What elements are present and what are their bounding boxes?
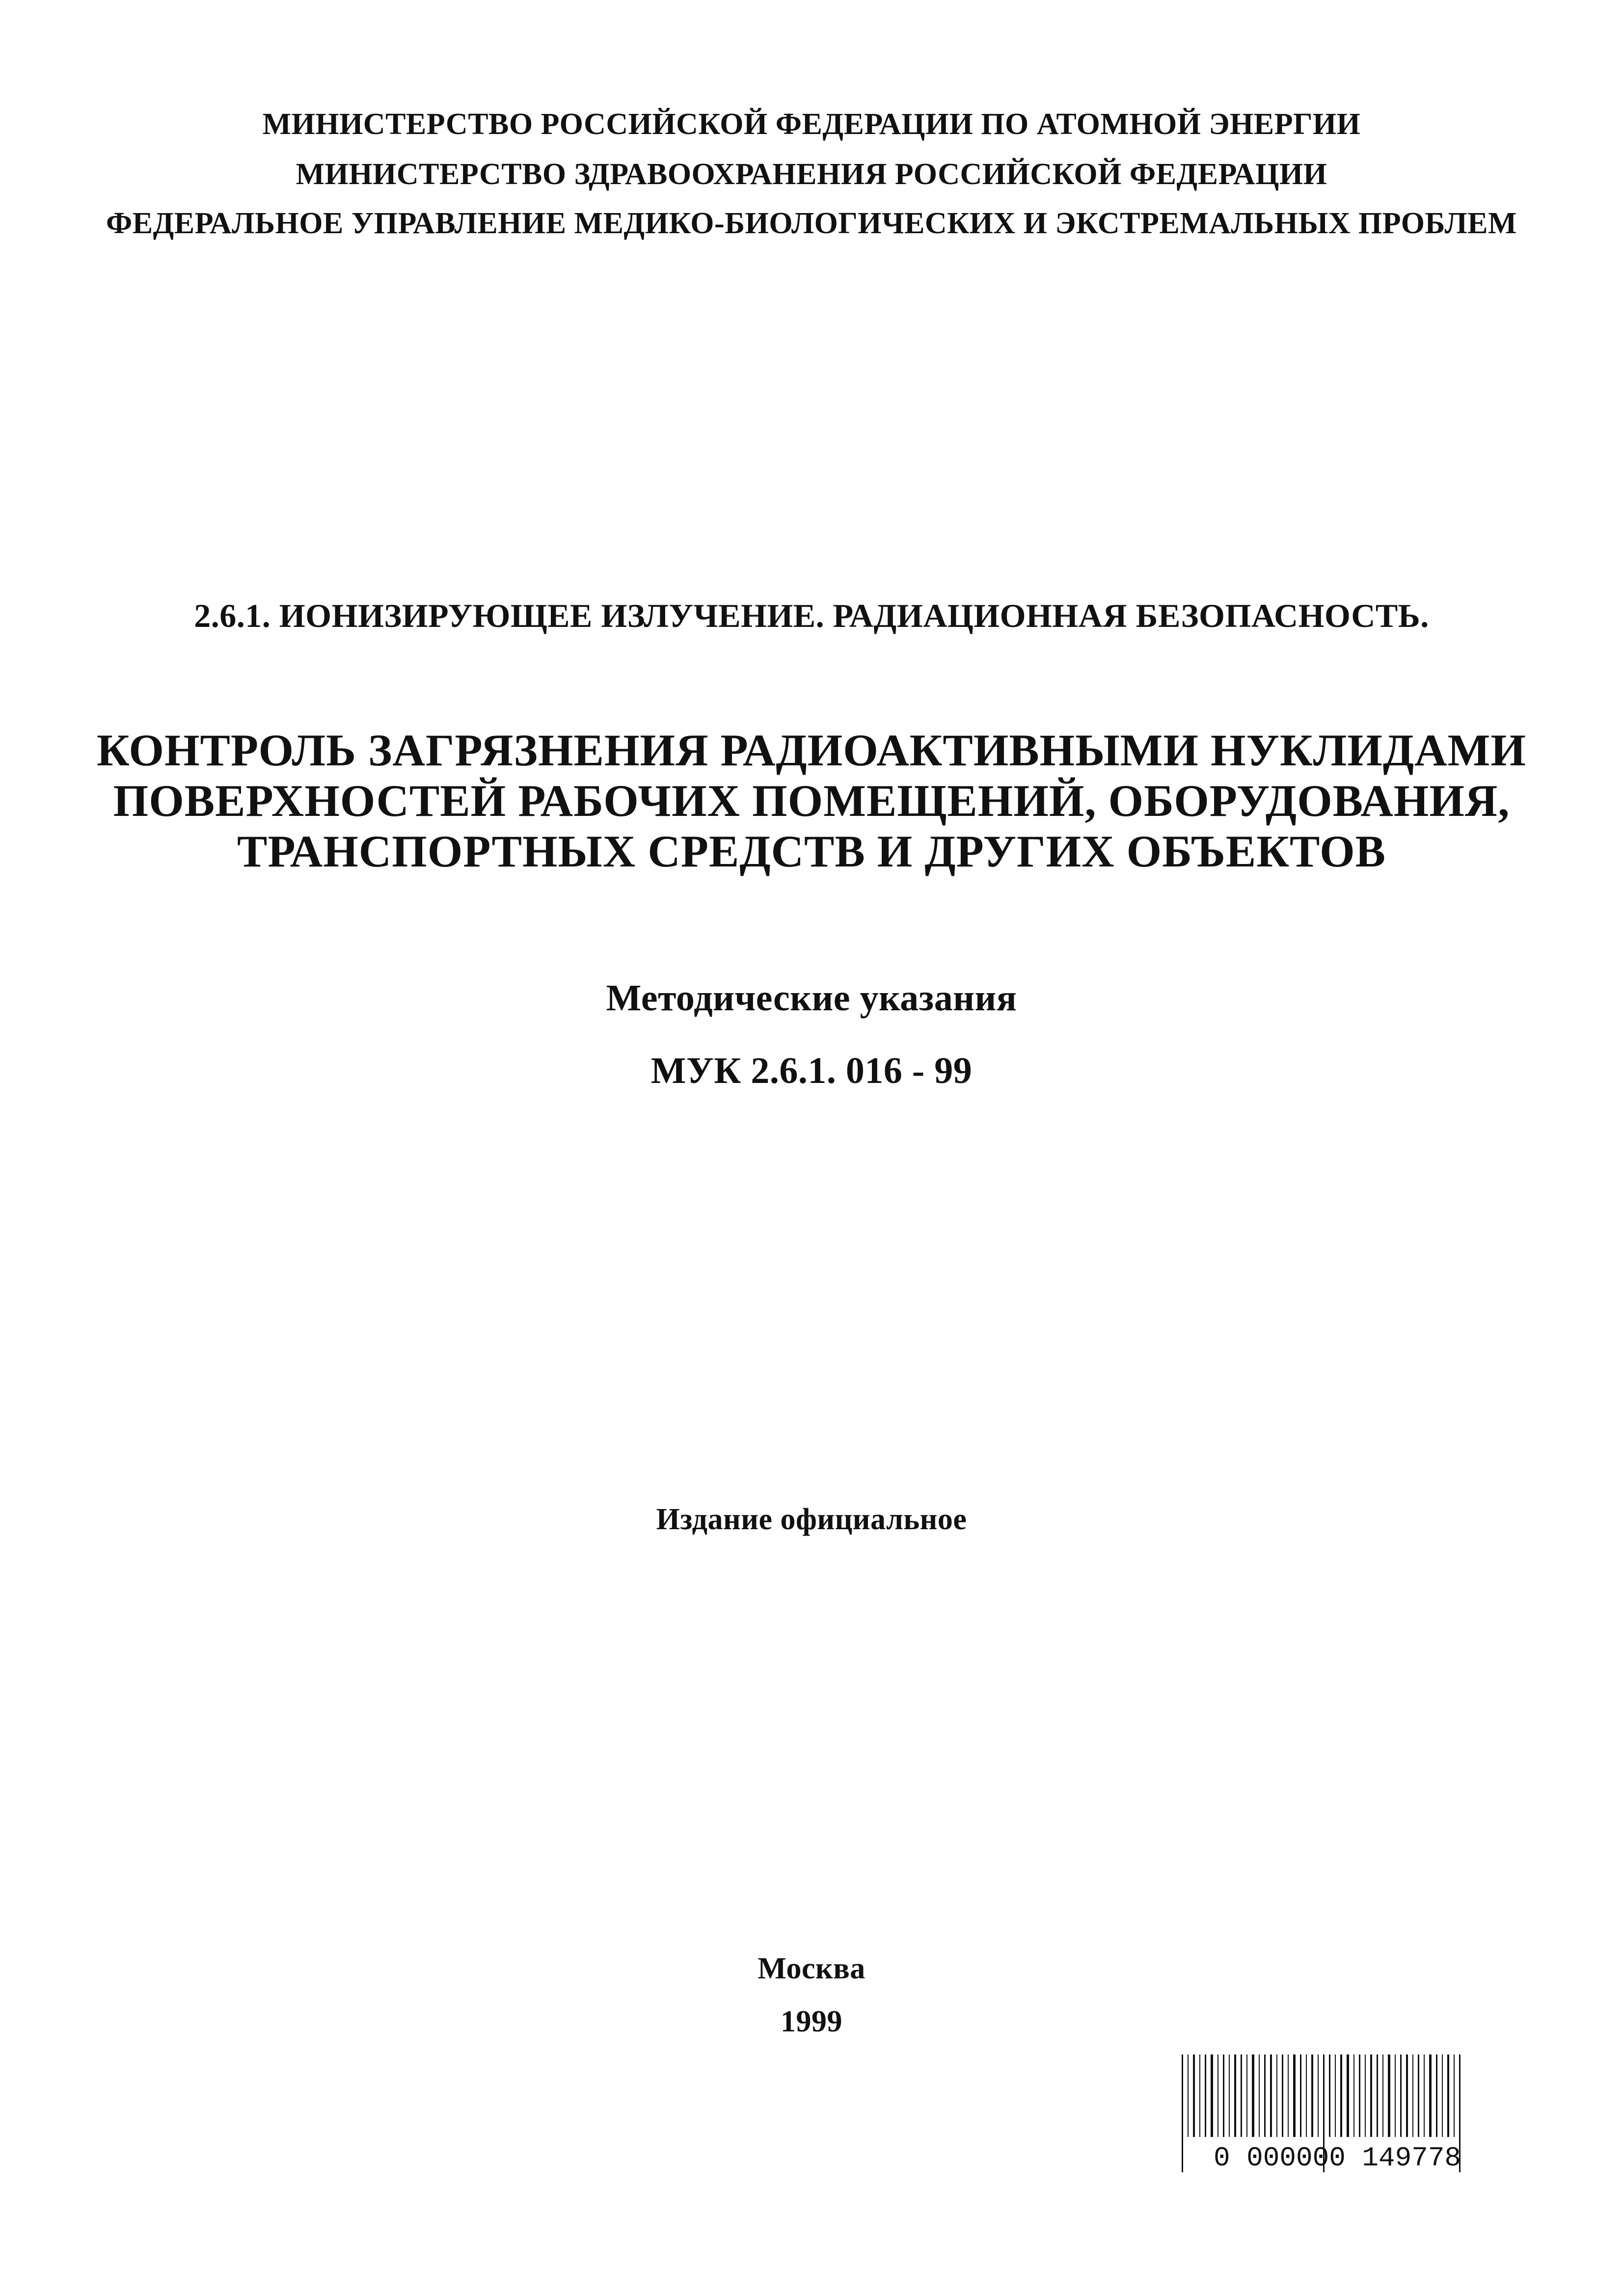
barcode-bar bbox=[1282, 2054, 1283, 2137]
barcode-bar bbox=[1293, 2054, 1296, 2137]
ministry-line-1: МИНИСТЕРСТВО РОССИЙСКОЙ ФЕДЕРАЦИИ ПО АТОМНОЙ ЭНЕРГИИ bbox=[262, 108, 1361, 141]
barcode-bar bbox=[1205, 2054, 1206, 2137]
barcode-bar bbox=[1442, 2054, 1443, 2137]
barcode-bar bbox=[1229, 2054, 1230, 2137]
title-line-1: КОНТРОЛЬ ЗАГРЯЗНЕНИЯ РАДИОАКТИВНЫМИ НУКЛИДАМИ bbox=[96, 725, 1526, 775]
barcode-bar bbox=[1241, 2054, 1242, 2137]
city: Москва bbox=[757, 1952, 866, 1985]
barcode-bar bbox=[1259, 2054, 1260, 2137]
barcode-bar bbox=[1252, 2054, 1254, 2137]
section-heading: 2.6.1. ИОНИЗИРУЮЩЕЕ ИЗЛУЧЕНИЕ. РАДИАЦИОННАЯ БЕЗОПАСНОСТЬ. bbox=[194, 597, 1429, 634]
barcode bbox=[1178, 2054, 1497, 2172]
barcode-bar bbox=[1353, 2054, 1354, 2137]
barcode-bar bbox=[1246, 2054, 1247, 2137]
year: 1999 bbox=[781, 2005, 842, 2038]
barcode-bar bbox=[1412, 2054, 1413, 2137]
barcode-digits: 0 000000 149778 bbox=[1213, 2142, 1461, 2172]
barcode-bar bbox=[1359, 2054, 1360, 2137]
barcode-bar bbox=[1182, 2054, 1183, 2172]
document-code: МУК 2.6.1. 016 - 99 bbox=[650, 1050, 973, 1091]
barcode-bar bbox=[1454, 2054, 1455, 2137]
barcode-bar bbox=[1270, 2054, 1272, 2137]
barcode-bar bbox=[1217, 2054, 1218, 2137]
barcode-bar bbox=[1211, 2054, 1213, 2137]
barcode-bar bbox=[1300, 2054, 1301, 2137]
title-line-3: ТРАНСПОРТНЫХ СРЕДСТВ И ДРУГИХ ОБЪЕКТОВ bbox=[237, 826, 1386, 876]
barcode-bar bbox=[1424, 2054, 1425, 2137]
barcode-bar bbox=[1193, 2054, 1195, 2137]
barcode-bar bbox=[1418, 2054, 1419, 2137]
barcode-bar bbox=[1436, 2054, 1437, 2137]
barcode-bar bbox=[1335, 2054, 1336, 2137]
barcode-bar bbox=[1347, 2054, 1349, 2137]
barcode-bar bbox=[1329, 2054, 1330, 2137]
barcode-bar bbox=[1234, 2054, 1236, 2137]
barcode-bar bbox=[1388, 2054, 1390, 2137]
barcode-bar bbox=[1370, 2054, 1372, 2137]
barcode-bar bbox=[1318, 2054, 1319, 2137]
barcode-bar bbox=[1199, 2054, 1200, 2137]
document-type: Методические указания bbox=[606, 977, 1017, 1019]
ministry-line-3: ФЕДЕРАЛЬНОЕ УПРАВЛЕНИЕ МЕДИКО-БИОЛОГИЧЕСКИХ И ЭКСТРЕМАЛЬНЫХ ПРОБЛЕМ bbox=[106, 207, 1517, 240]
barcode-bar bbox=[1365, 2054, 1366, 2137]
barcode-bar bbox=[1276, 2054, 1277, 2137]
barcode-bar bbox=[1223, 2054, 1224, 2137]
edition-label: Издание официальное bbox=[656, 1503, 967, 1536]
barcode-bar bbox=[1447, 2054, 1449, 2137]
barcode-bar bbox=[1340, 2054, 1342, 2137]
barcode-bar bbox=[1311, 2054, 1313, 2137]
barcode-bar bbox=[1406, 2054, 1408, 2137]
barcode-bar bbox=[1264, 2054, 1266, 2137]
barcode-bar bbox=[1429, 2054, 1432, 2137]
barcode-bar bbox=[1306, 2054, 1307, 2137]
barcode-bar bbox=[1400, 2054, 1402, 2137]
barcode-bar bbox=[1188, 2054, 1189, 2137]
ministry-line-2: МИНИСТЕРСТВО ЗДРАВООХРАНЕНИЯ РОССИЙСКОЙ ФЕДЕРАЦИИ bbox=[296, 158, 1327, 191]
barcode-bar bbox=[1382, 2054, 1383, 2137]
barcode-bar bbox=[1377, 2054, 1378, 2137]
title-line-2: ПОВЕРХНОСТЕЙ РАБОЧИХ ПОМЕЩЕНИЙ, ОБОРУДОВАНИЯ, bbox=[113, 776, 1510, 826]
barcode-bar bbox=[1395, 2054, 1396, 2137]
barcode-bar bbox=[1288, 2054, 1289, 2137]
